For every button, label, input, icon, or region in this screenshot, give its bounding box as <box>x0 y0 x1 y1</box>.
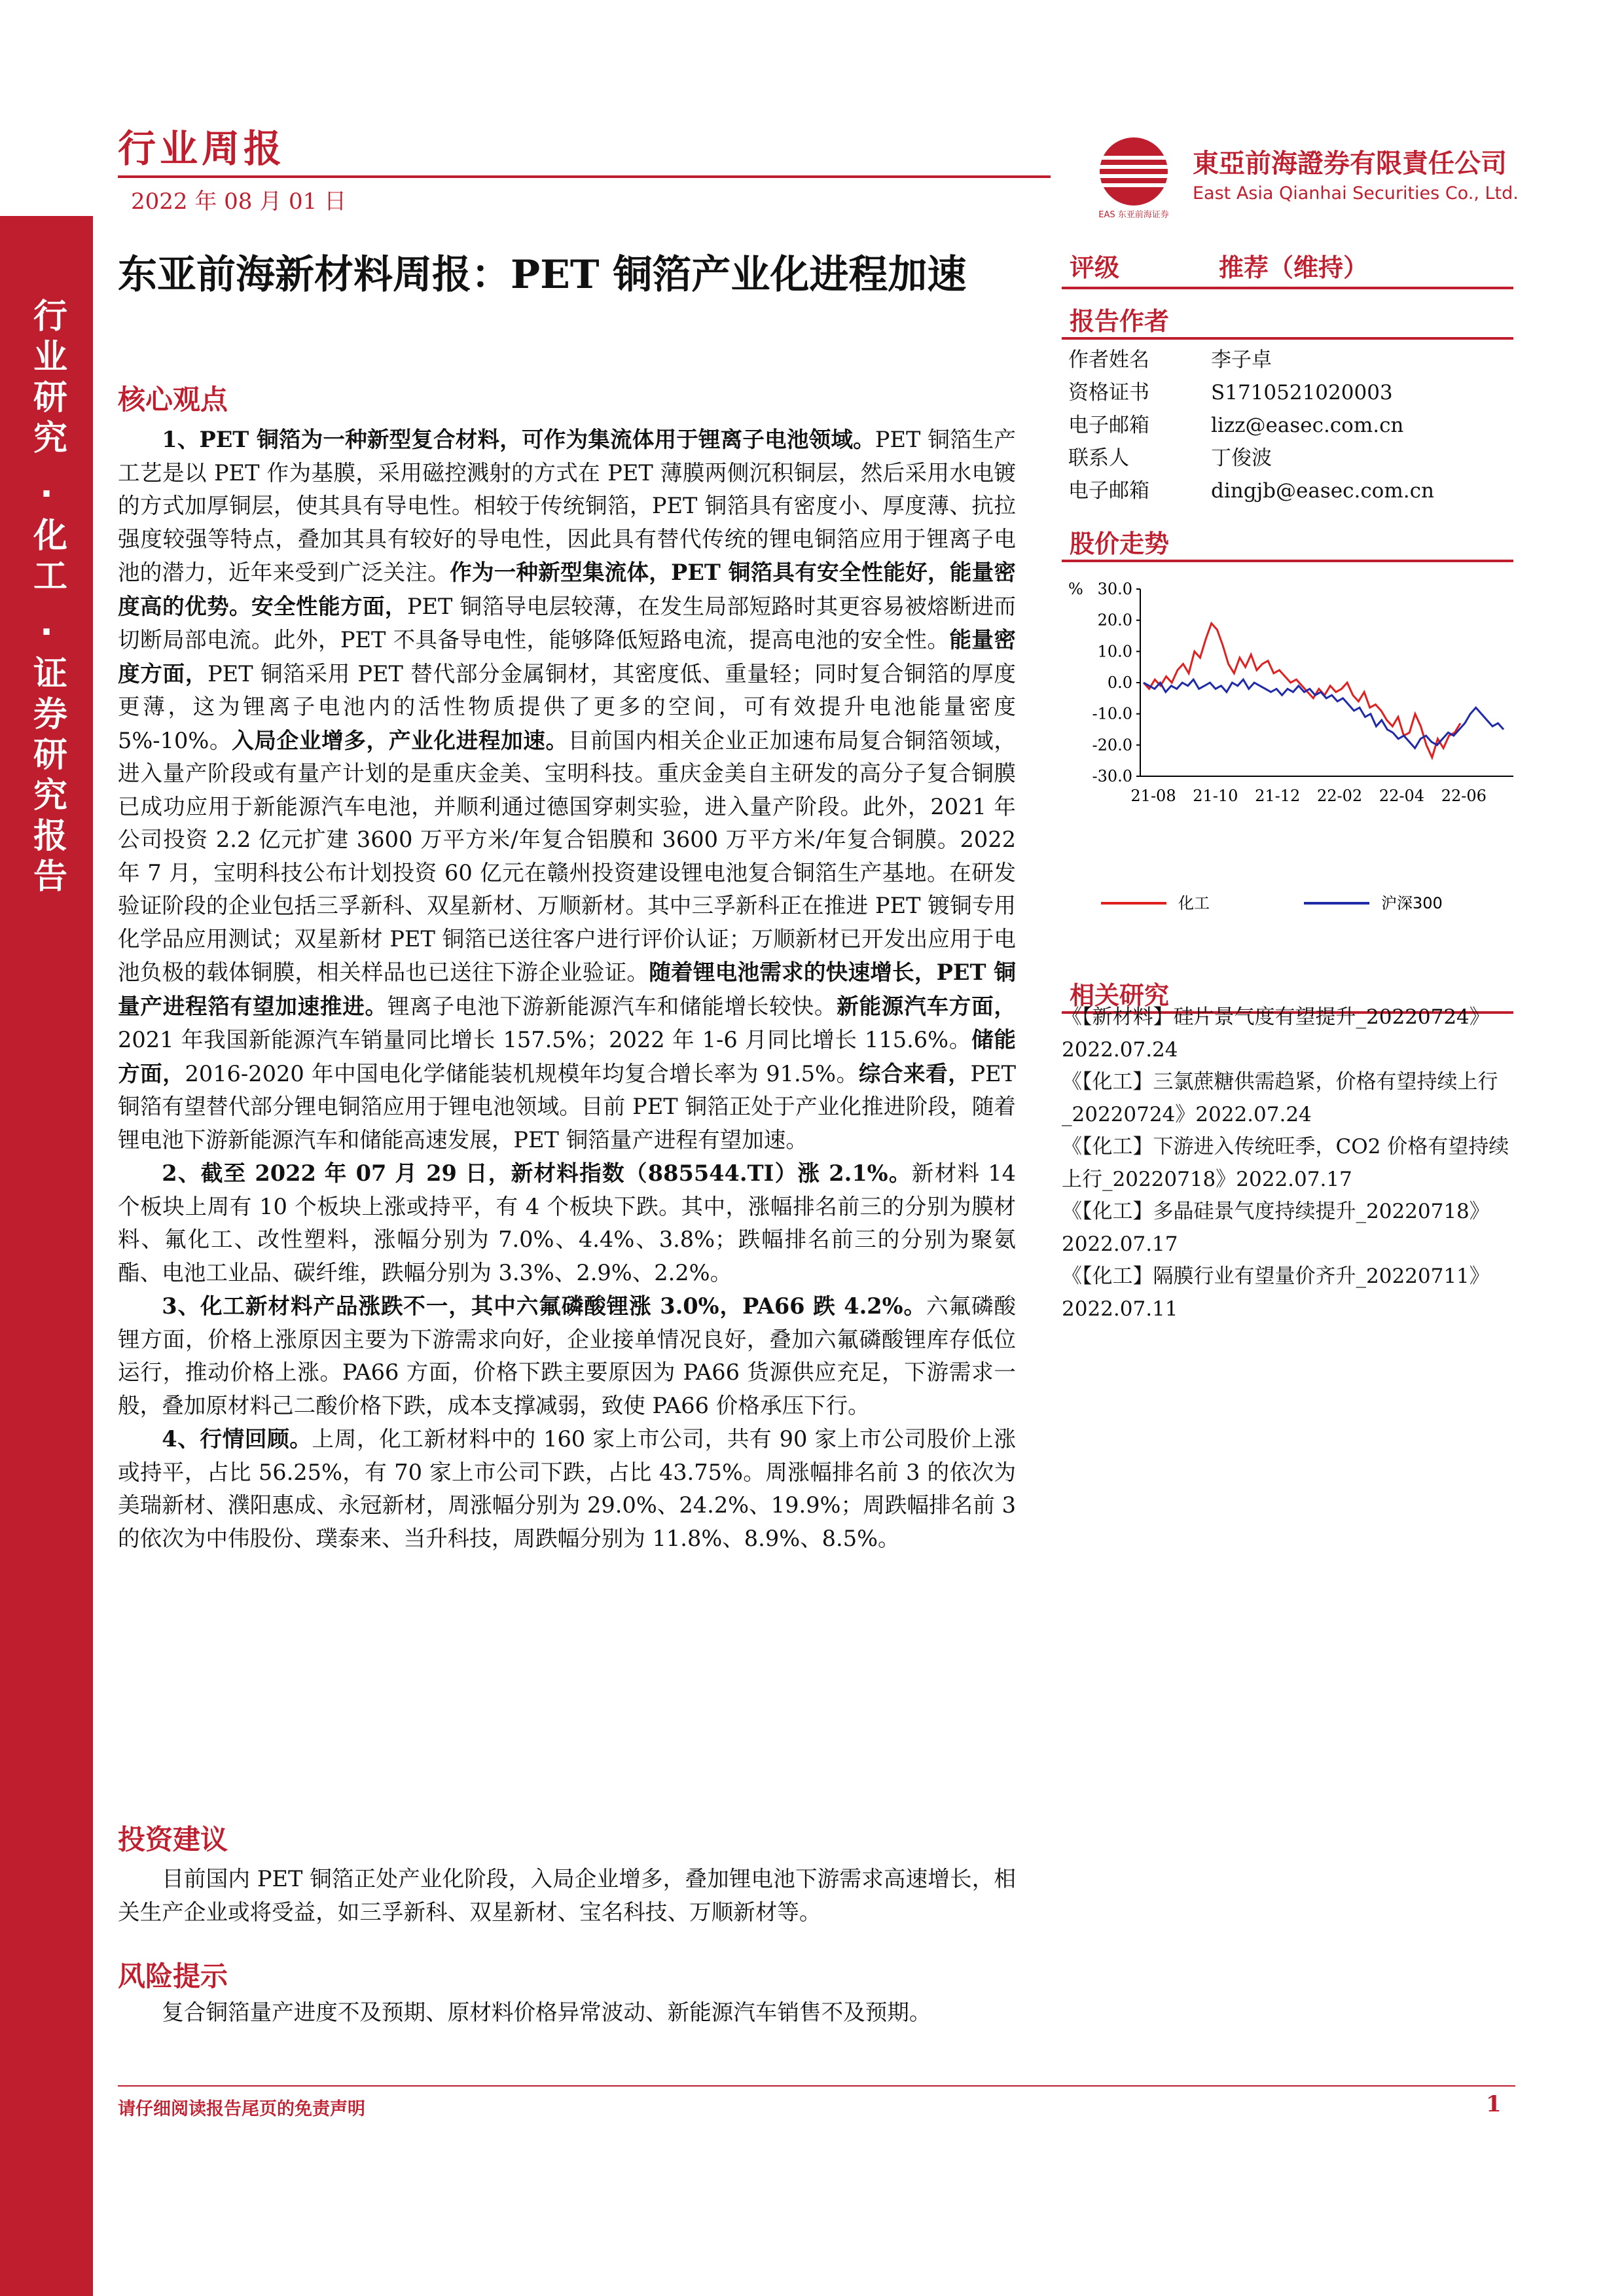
bold-run: 综合来看， <box>858 1060 971 1086</box>
bold-run: 储能方面， <box>118 1026 1016 1086</box>
x-tick-label: 21-10 <box>1193 787 1238 805</box>
bold-run: 3、化工新材料产品涨跌不一，其中六氟磷酸锂涨 3.0%，PA66 跌 4.2%。 <box>162 1293 926 1319</box>
author-key: 联系人 <box>1068 446 1129 470</box>
rating-label: 评级 <box>1070 253 1120 282</box>
series-line <box>1144 679 1504 748</box>
sidebar-line: · <box>40 613 53 652</box>
author-value: 李子卓 <box>1211 348 1272 372</box>
related-research-list <box>1062 1001 1513 1325</box>
legend-label: 沪深300 <box>1381 894 1443 912</box>
y-unit-label: % <box>1068 580 1083 598</box>
x-tick-label: 22-04 <box>1379 787 1425 805</box>
author-value[interactable]: lizz@easec.com.cn <box>1211 414 1404 437</box>
logo-mark-text: EAS 东亚前海证券 <box>1098 210 1169 220</box>
author-key: 电子邮箱 <box>1068 479 1149 503</box>
company-name-cn: 東亞前海證券有限責任公司 <box>1193 149 1507 179</box>
page-number: 1 <box>1486 2091 1502 2117</box>
text-run: 锂离子电池下游新能源汽车和储能增长较快。 <box>387 993 837 1019</box>
y-tick-label: 0.0 <box>1107 673 1132 692</box>
x-tick-label: 22-06 <box>1441 787 1487 805</box>
bold-run: 新能源汽车方面， <box>837 992 1016 1019</box>
bold-run: 能量密度方面， <box>118 626 1016 687</box>
report-title: 东亚前海新材料周报：PET 铜箔产业化进程加速 <box>118 252 967 298</box>
related-item[interactable]: 《【化工】下游进入传统旺季，CO2 价格有望持续上行_20220718》2022.07.17 <box>1062 1135 1509 1191</box>
related-item[interactable]: 《【化工】隔膜行业有望量价齐升_20220711》2022.07.11 <box>1062 1265 1490 1321</box>
related-heading-text: 相关研究 <box>1070 981 1170 1010</box>
sidebar-line: · <box>40 475 53 514</box>
bold-run: 2、截至 2022 年 07 月 29 日，新材料指数（885544.TI）涨 2.1%。 <box>162 1160 912 1186</box>
company-logo-icon <box>1087 131 1182 223</box>
core-paragraph <box>118 1157 1016 1289</box>
stock-price-chart <box>1062 576 1520 942</box>
bold-run: 4、行情回顾。 <box>162 1426 312 1452</box>
author-heading <box>1062 301 1513 340</box>
text-run: 2021 年我国新能源汽车销量同比增长 157.5%；2022 年 1-6 月同比增长 115.6%。 <box>118 1027 972 1052</box>
core-paragraph <box>118 1289 1016 1422</box>
text-run: 目前国内相关企业正加速布局复合铜箔领域，进入量产阶段或有量产计划的是重庆金美、宝明科技。重庆金美自主研发的高分子复合铜膜已成功应用于新能源汽车电池，并顺利通过德国穿刺实验，进入量产阶段。此外，2021 年公司投资 2.2 亿元扩建 3600 万平方米/年复合铝膜和 3600 万平方米/年复合铜膜。2022 年 7 月，宝明科技公布计划投资 60 亿元在赣州投资建设锂电池复合铜箔生产基地。在研发验证阶段的企业包括三孚新科、双星新材、万顺新材。其中三孚新科正在推进 PET 镀铜专用化学品应用测试；双星新材 PET 铜箔已送往客户进行评价认证；万顺新材已开发出应用于电池负极的载体铜膜，相关样品也已送往下游企业验证。 <box>118 727 1016 985</box>
related-item[interactable]: 《【化工】多晶硅景气度持续提升_20220718》2022.07.17 <box>1062 1200 1490 1256</box>
text-run: PET 铜箔导电层较薄，在发生局部短路时其更容易被熔断进而切断局部电流。此外，PET 不具备导电性，能够降低短路电流，提高电池的安全性。 <box>118 593 1016 653</box>
chart-heading-text: 股价走势 <box>1070 529 1170 558</box>
y-tick-label: -20.0 <box>1092 736 1132 755</box>
header-rule <box>118 175 1051 178</box>
sidebar-line: 化工 <box>27 517 67 598</box>
section-heading-core: 核心观点 <box>118 384 228 416</box>
text-run: PET 铜箔采用 PET 替代部分金属铜材，其密度低、重量轻；同时复合铜箔的厚度更薄，这为锂离子电池内的活性物质提供了更多的空间，可有效提升电池能量密度 5%-10%。 <box>118 660 1016 753</box>
author-key: 电子邮箱 <box>1068 414 1149 437</box>
author-key: 资格证书 <box>1068 381 1149 404</box>
text-run: 2016-2020 年中国电化学储能装机规模年均复合增长率为 91.5%。 <box>185 1060 859 1086</box>
footer-disclaimer: 请仔细阅读报告尾页的免责声明 <box>118 2099 365 2119</box>
text-run: PET 铜箔有望替代部分锂电铜箔应用于锂电池领域。目前 PET 铜箔正处于产业化推进阶段，随着锂电池下游新能源汽车和储能高速发展，PET 铜箔量产进程有望加速。 <box>118 1060 1016 1153</box>
legend-label: 化工 <box>1178 894 1210 912</box>
bold-run: 作为一种新型集流体，PET 铜箔具有安全性能好，能量密度高的优势。安全性能方面， <box>118 559 1016 619</box>
sidebar-top-blank <box>0 0 93 216</box>
core-paragraph <box>118 423 1016 1157</box>
y-tick-label: -10.0 <box>1092 704 1132 723</box>
section-heading-risk: 风险提示 <box>118 1960 228 1992</box>
chart-heading <box>1062 524 1513 562</box>
invest-advice <box>118 1863 1016 1929</box>
risk-warning <box>118 1996 1016 2030</box>
y-tick-label: 20.0 <box>1097 611 1132 630</box>
x-tick-label: 21-12 <box>1255 787 1301 805</box>
y-tick-label: -30.0 <box>1092 767 1132 785</box>
x-tick-label: 21-08 <box>1130 787 1176 805</box>
related-item[interactable]: 《【新材料】硅片景气度有望提升_20220724》2022.07.24 <box>1062 1005 1490 1062</box>
sidebar-line: 证券研究报告 <box>27 655 67 899</box>
risk-text: 复合铜箔量产进度不及预期、原材料价格异常波动、新能源汽车销售不及预期。 <box>162 2000 931 2025</box>
core-viewpoints <box>118 423 1016 1555</box>
bold-run: 随着锂电池需求的快速增长，PET 铜量产进程箔有望加速推进。 <box>118 959 1016 1019</box>
author-value[interactable]: dingjb@easec.com.cn <box>1211 479 1434 503</box>
text-run: 新材料 14 个板块上周有 10 个板块上涨或持平，有 4 个板块下跌。其中，涨幅排名前三的分别为膜材料、氟化工、改性塑料，涨幅分别为 7.0%、4.4%、3.8%；跌幅排名前三的分别为聚氨酯、电池工业品、碳纤维，跌幅分别为 3.3%、2.9%、2.2%。 <box>118 1160 1016 1285</box>
author-value: S1710521020003 <box>1211 381 1393 404</box>
bold-run: 入局企业增多，产业化进程加速。 <box>232 726 568 753</box>
y-tick-label: 30.0 <box>1097 580 1132 598</box>
y-tick-label: 10.0 <box>1097 642 1132 661</box>
author-heading-text: 报告作者 <box>1070 307 1170 336</box>
bold-run: 1、PET 铜箔为一种新型复合材料，可作为集流体用于锂离子电池领域。 <box>162 426 875 452</box>
sidebar-label <box>0 298 93 910</box>
text-run: 六氟磷酸锂方面，价格上涨原因主要为下游需求向好，企业接单情况良好，叠加六氟磷酸锂库存低位运行，推动价格上涨。PA66 方面，价格下跌主要原因为 PA66 货源供应充足，下游需求一般，叠加原材料己二酸价格下跌，成本支撑减弱，致使 PA66 价格承压下行。 <box>118 1293 1016 1418</box>
related-item[interactable]: 《【化工】三氯蔗糖供需趋紧，价格有望持续上行_20220724》2022.07.24 <box>1062 1070 1498 1126</box>
section-heading-invest: 投资建议 <box>118 1823 228 1856</box>
rating-box <box>1062 247 1513 289</box>
x-tick-label: 22-02 <box>1316 787 1363 805</box>
footer-rule <box>118 2085 1515 2087</box>
core-paragraph <box>118 1422 1016 1555</box>
rating-value: 推荐（维持） <box>1219 253 1369 282</box>
author-key: 作者姓名 <box>1068 348 1149 372</box>
invest-text: 目前国内 PET 铜箔正处产业化阶段，入局企业增多，叠加锂电池下游需求高速增长，相关生产企业或将受益，如三孚新科、双星新材、宝名科技、万顺新材等。 <box>118 1866 1016 1925</box>
report-category: 行业周报 <box>118 126 286 171</box>
sidebar-line: 行业研究 <box>27 298 67 460</box>
company-name-en: East Asia Qianhai Securities Co., Ltd. <box>1193 183 1519 204</box>
text-run: 上周，化工新材料中的 160 家上市公司，共有 90 家上市公司股价上涨或持平，占比 56.25%，有 70 家上市公司下跌，占比 43.75%。周涨幅排名前 3 的依次为美瑞新材、濮阳惠成、永冠新材，周涨幅分别为 29.0%、24.2%、19.9%；周跌幅排名前 3 的依次为中伟股份、璞泰来、当升科技，周跌幅分别为 11.8%、8.9%、8.5%。 <box>118 1426 1016 1551</box>
author-value: 丁俊波 <box>1211 446 1272 470</box>
report-date: 2022 年 08 月 01 日 <box>131 188 347 215</box>
text-run: PET 铜箔生产工艺是以 PET 作为基膜，采用磁控溅射的方式在 PET 薄膜两侧沉积铜层，然后采用水电镀的方式加厚铜层，使其具有导电性。相较于传统铜箔，PET 铜箔具有密度小、厚度薄、抗拉强度较强等特点，叠加其具有较好的导电性，因此具有替代传统的锂电铜箔应用于锂离子电池的潜力，近年来受到广泛关注。 <box>118 427 1016 585</box>
